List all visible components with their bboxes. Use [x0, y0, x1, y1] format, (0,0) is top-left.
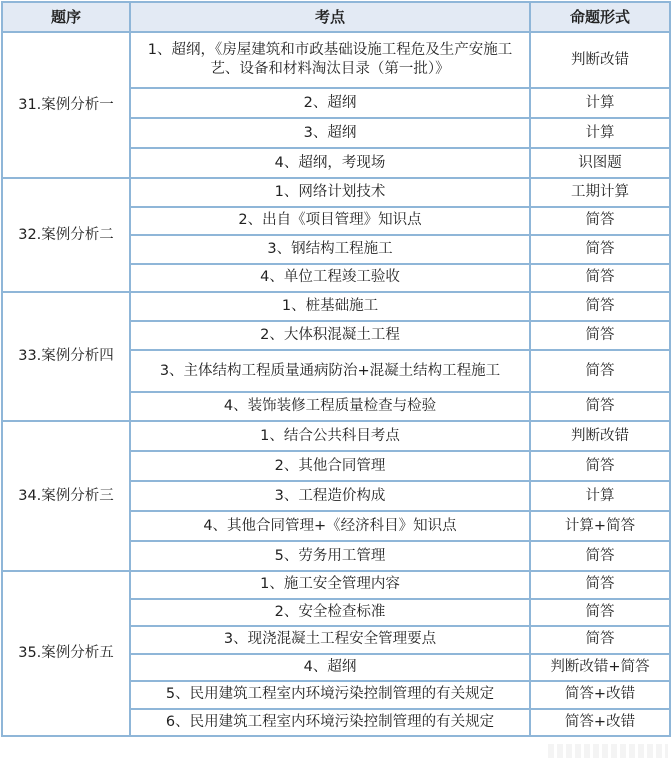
- question-format-cell: 判断改错: [531, 33, 669, 87]
- exam-point-cell: 3、主体结构工程质量通病防治+混凝土结构工程施工: [131, 351, 529, 391]
- exam-point-cell: 4、装饰装修工程质量检查与检验: [131, 393, 529, 420]
- exam-point-cell: 1、网络计划技术: [131, 179, 529, 206]
- table-row: [3, 179, 669, 206]
- question-format-cell: 简答: [531, 572, 669, 598]
- header-question-number: 题序: [3, 3, 129, 31]
- faint-watermark: [548, 744, 668, 758]
- exam-point-cell: 2、超纲: [131, 89, 529, 117]
- question-format-cell: 简答: [531, 393, 669, 420]
- section-label: 35.案例分析五: [3, 572, 129, 735]
- question-format-cell: 简答: [531, 542, 669, 570]
- table-row: [3, 33, 669, 87]
- exam-point-cell: 4、超纲: [131, 655, 529, 681]
- exam-analysis-table: [1, 1, 671, 737]
- exam-point-cell: 5、劳务用工管理: [131, 542, 529, 570]
- section-label: 34.案例分析三: [3, 422, 129, 570]
- exam-point-cell: 2、出自《项目管理》知识点: [131, 208, 529, 235]
- exam-point-cell: 1、超纲，《房屋建筑和市政基础设施工程危及生产安施工艺、设备和材料淘汰目录（第一批）》: [131, 33, 529, 87]
- question-format-cell: 简答: [531, 452, 669, 480]
- table-row: [3, 422, 669, 450]
- exam-point-cell: 3、现浇混凝土工程安全管理要点: [131, 627, 529, 653]
- question-format-cell: 工期计算: [531, 179, 669, 206]
- question-format-cell: 简答: [531, 627, 669, 653]
- question-format-cell: 简答: [531, 600, 669, 626]
- question-format-cell: 简答+改错: [531, 682, 669, 708]
- exam-point-cell: 2、安全检查标准: [131, 600, 529, 626]
- header-question-format: 命题形式: [531, 3, 669, 31]
- question-format-cell: 判断改错+简答: [531, 655, 669, 681]
- exam-point-cell: 4、超纲，考现场: [131, 149, 529, 177]
- question-format-cell: 计算: [531, 482, 669, 510]
- exam-point-cell: 2、其他合同管理: [131, 452, 529, 480]
- question-format-cell: 计算: [531, 119, 669, 147]
- exam-point-cell: 2、大体积混凝土工程: [131, 322, 529, 349]
- exam-point-cell: 3、钢结构工程施工: [131, 236, 529, 263]
- exam-point-cell: 5、民用建筑工程室内环境污染控制管理的有关规定: [131, 682, 529, 708]
- question-format-cell: 简答: [531, 208, 669, 235]
- question-format-cell: 简答: [531, 293, 669, 320]
- exam-point-cell: 6、民用建筑工程室内环境污染控制管理的有关规定: [131, 710, 529, 736]
- question-format-cell: 简答: [531, 265, 669, 292]
- header-exam-point: 考点: [131, 3, 529, 31]
- exam-point-cell: 3、工程造价构成: [131, 482, 529, 510]
- exam-point-cell: 4、其他合同管理+《经济科目》知识点: [131, 512, 529, 540]
- section-label: 32.案例分析二: [3, 179, 129, 291]
- exam-point-cell: 1、结合公共科目考点: [131, 422, 529, 450]
- exam-point-cell: 1、施工安全管理内容: [131, 572, 529, 598]
- section-label: 31.案例分析一: [3, 33, 129, 177]
- question-format-cell: 简答: [531, 236, 669, 263]
- table-row: [3, 293, 669, 320]
- exam-point-cell: 1、桩基础施工: [131, 293, 529, 320]
- table-header-row: [3, 3, 669, 31]
- table-row: [3, 572, 669, 598]
- section-label: 33.案例分析四: [3, 293, 129, 420]
- question-format-cell: 计算: [531, 89, 669, 117]
- question-format-cell: 简答: [531, 322, 669, 349]
- question-format-cell: 简答+改错: [531, 710, 669, 736]
- question-format-cell: 判断改错: [531, 422, 669, 450]
- question-format-cell: 识图题: [531, 149, 669, 177]
- question-format-cell: 计算+简答: [531, 512, 669, 540]
- exam-point-cell: 3、超纲: [131, 119, 529, 147]
- question-format-cell: 简答: [531, 351, 669, 391]
- exam-point-cell: 4、单位工程竣工验收: [131, 265, 529, 292]
